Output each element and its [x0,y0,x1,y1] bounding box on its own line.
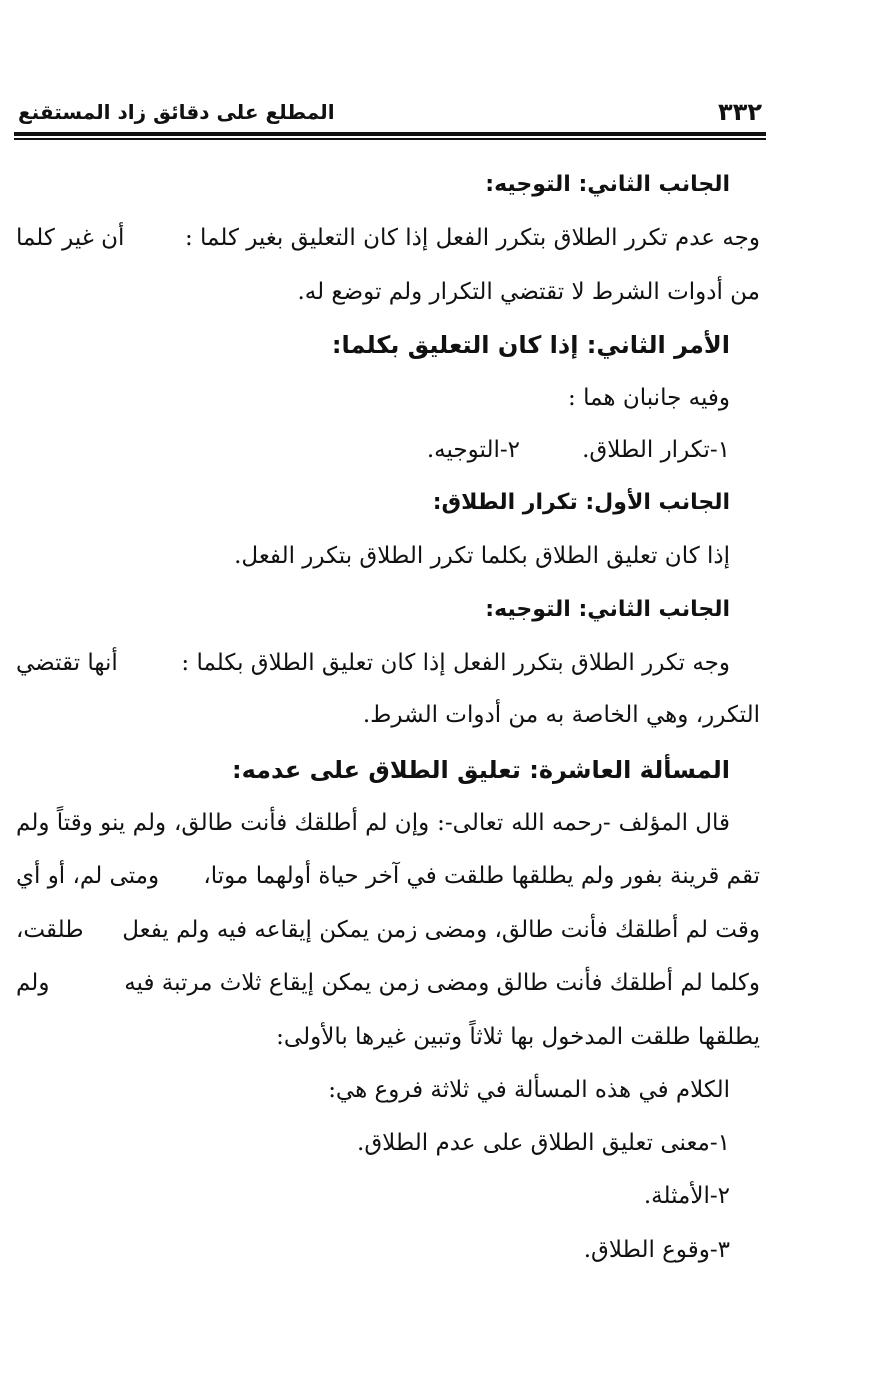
line-segment: وإن لم أطلقك فأنت طالق، [174,810,430,836]
paragraph-line: التكرر، وهي الخاصة به من أدوات الشرط. [362,702,760,728]
subheading-first-side: الجانب الأول: تكرار الطلاق: [432,490,730,515]
running-title: المطلع على دقائق زاد المستقنع [18,100,335,124]
paragraph-line: يطلقها طلقت المدخول بها ثلاثاً وتبين غيرها بالأولى: [276,1024,760,1050]
list-item: ٢-التوجيه. [426,437,520,463]
list-item: ٣-وقوع الطلاق. [583,1237,730,1263]
line-segment: وجه تكرر الطلاق بتكرر الفعل إذا كان تعليق الطلاق بكلما : [181,650,730,676]
subheading-direction-1: الجانب الثاني: التوجيه: [485,172,730,197]
paragraph-line: إذا كان تعليق الطلاق بكلما تكرر الطلاق بتكرر الفعل. [234,543,730,569]
line-segment: تقم قرينة بفور ولم يطلقها طلقت في آخر حياة أولهما موتا، [203,863,760,889]
paragraph-line [16,810,760,838]
subheading-direction-2: الجانب الثاني: التوجيه: [485,597,730,622]
paragraph-line [16,650,760,678]
header-rule-thin [14,138,766,140]
header-rule-thick [14,132,766,136]
line-segment: -رحمه الله [511,810,611,836]
line-segment: تعالى-: [437,810,504,836]
line-segment: طلقت، [16,917,84,943]
line-segment: ولم [16,970,50,996]
line-segment: وجه عدم تكرر الطلاق بتكرر الفعل إذا كان التعليق بغير كلما : [184,225,760,251]
line-segment: وكلما لم أطلقك فأنت طالق ومضى زمن يمكن إيقاع ثلاث مرتبة فيه [124,970,760,996]
list-item: ٢-الأمثلة. [643,1183,730,1209]
page-number: ٣٣٢ [718,98,762,126]
list-item: ١-تكرار الطلاق. [582,437,730,463]
line-segment: وقت لم أطلقك فأنت طالق، ومضى زمن يمكن إيقاعه فيه ولم يفعل [122,917,760,943]
paragraph-line: من أدوات الشرط لا تقتضي التكرار ولم توضع له. [297,279,760,305]
paragraph-line: وفيه جانبان هما : [568,385,730,411]
paragraph-line [16,863,760,891]
heading-second-matter: الأمر الثاني: إذا كان التعليق بكلما: [331,331,730,359]
two-item-list [16,437,760,465]
paragraph-line [16,917,760,945]
paragraph-line [16,970,760,998]
paragraph-line [16,225,760,253]
line-segment: أنها تقتضي [16,650,118,676]
line-segment: قال المؤلف [618,810,730,836]
line-segment: ولم ينو وقتاً ولم [16,810,167,836]
line-segment: ومتى لم، أو أي [16,863,160,889]
line-segment: أن غير كلما [16,225,125,251]
heading-tenth-issue: المسألة العاشرة: تعليق الطلاق على عدمه: [231,756,730,784]
paragraph-line: الكلام في هذه المسألة في ثلاثة فروع هي: [328,1077,730,1103]
list-item: ١-معنى تعليق الطلاق على عدم الطلاق. [357,1130,730,1156]
page-header [18,92,762,132]
